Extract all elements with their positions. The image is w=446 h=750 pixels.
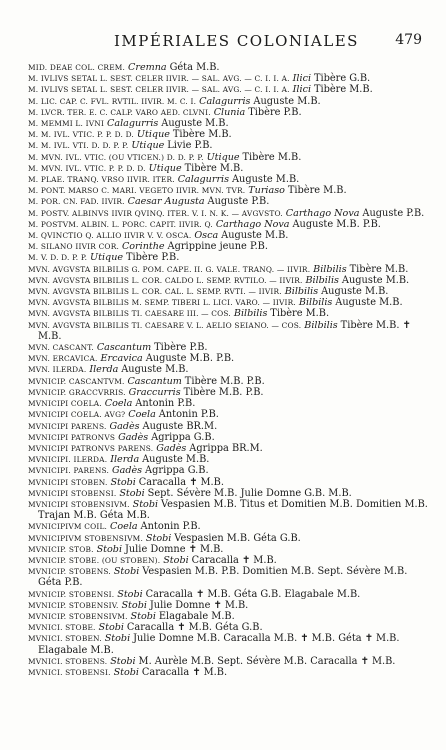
coin-legend-text: MVNICI. STOBEN. bbox=[28, 634, 102, 644]
ruler-and-module: Auguste M.B. bbox=[161, 118, 229, 130]
coin-legend-text: MVNICIPI COELA. AVG? bbox=[28, 410, 126, 420]
coin-legend-text: MID. DEAE COL. CREM. bbox=[28, 63, 126, 72]
legend-entry bbox=[28, 533, 432, 544]
coin-legend-text: MVNICIPI COELA. bbox=[28, 399, 102, 409]
coin-legend-text: M. LVCR. TER. E. C. CALP. VARO AED. CLVNI. bbox=[28, 107, 211, 117]
legend-entry bbox=[28, 275, 432, 286]
coin-legend-text: M. MVN. IVL. VTIC. (OU VTICEN.) D. D. P. P. bbox=[28, 152, 204, 162]
mint-place: Corinthe bbox=[121, 241, 165, 253]
legend-entry bbox=[28, 286, 432, 297]
page-number: 479 bbox=[395, 32, 422, 48]
ruler-and-module: Antonin P.B. bbox=[135, 398, 196, 410]
ruler-and-module: Tibère P.B. bbox=[154, 342, 208, 354]
ruler-and-module: Agrippa G.B. bbox=[145, 465, 209, 477]
coin-legend-text: MVNICIPI PARENS. bbox=[28, 421, 107, 431]
legend-entry bbox=[28, 488, 432, 499]
ruler-and-module: Julie Domne ✝ M.B. bbox=[124, 543, 224, 555]
legend-entry bbox=[28, 667, 432, 678]
legend-entry bbox=[28, 600, 432, 611]
coin-legend-text: MVN. AVGVSTA BILBILIS L. COR. CALDO L. SEMP. RVTILO. — IIVIR. bbox=[28, 275, 303, 285]
legend-entry bbox=[28, 252, 432, 263]
legend-entry bbox=[28, 555, 432, 566]
ruler-and-module: Agrippine jeune P.B. bbox=[167, 241, 268, 253]
ruler-and-module: Vespasien M.B. Titus et Domitien M.B. Domitien M.B. Trajan M.B. Géta M.B. bbox=[38, 498, 428, 522]
coin-legend-text: MVNICIPI. PARENS. bbox=[28, 466, 110, 476]
legend-entry bbox=[28, 84, 432, 95]
ruler-and-module: Tibère M.B. P.B. bbox=[184, 375, 265, 387]
mint-place: Bilbilis bbox=[313, 263, 347, 275]
legend-entry bbox=[28, 129, 432, 140]
coin-legend-text: MVNICIPI STOBENSI. bbox=[28, 488, 117, 498]
legend-entry bbox=[28, 241, 432, 252]
coin-legend-text: MVN. CASCANT. bbox=[28, 343, 94, 353]
mint-place: Gadès bbox=[118, 431, 149, 443]
coin-legend-text: MVN. AVGVSTA BILBILIS TI. CAESARE III. — COS. bbox=[28, 309, 231, 319]
coin-legend-text: M. IVLIVS SETAL L. SEST. CELER IIVIR. — SAL. AVG. — C. I. I. A. bbox=[28, 74, 290, 84]
ruler-and-module: Auguste M.B. bbox=[121, 364, 189, 376]
legend-entry bbox=[28, 196, 432, 207]
ruler-and-module: Auguste P.B. bbox=[362, 207, 425, 219]
coin-legend-text: M. M. IVL. VTIC. P. P. D. D. bbox=[28, 130, 134, 140]
legend-entry bbox=[28, 62, 432, 73]
coin-legend-text: M. POSTVM. ALBIN. L. PORC. CAPIT. IIVIR. Q. bbox=[28, 219, 213, 229]
mint-place: Turiaso bbox=[248, 185, 285, 197]
ruler-and-module: Caracalla ✝ M.B. Géta G.B. bbox=[126, 622, 263, 634]
legend-entry bbox=[28, 499, 432, 521]
ruler-and-module: Elagabale M.B. bbox=[158, 610, 235, 622]
ruler-and-module: Sept. Sévère M.B. Julie Domne G.B. M.B. bbox=[147, 487, 352, 499]
coin-legend-text: M. PONT. MARSO C. MARI. VEGETO IIVIR. MVN. TVR. bbox=[28, 186, 246, 196]
mint-place: Clunia bbox=[213, 106, 246, 118]
ruler-and-module: Antonin P.B. bbox=[140, 521, 201, 533]
ruler-and-module: Tibère P.B. bbox=[248, 106, 302, 118]
legend-entry bbox=[28, 432, 432, 443]
ruler-and-module: Caracalla ✝ M.B. bbox=[141, 666, 228, 678]
mint-place: Ilici bbox=[292, 73, 312, 85]
legend-entry bbox=[28, 477, 432, 488]
mint-place: Utique bbox=[90, 252, 124, 264]
coin-legend-text: M. IVLIVS SETAL L. SEST. CELER IIVIR. — SAL. AVG. — C. I. I. A. bbox=[28, 85, 290, 95]
mint-place: Bilbilis bbox=[284, 286, 319, 298]
mint-place: Stobi bbox=[113, 666, 139, 678]
ruler-and-module: Auguste M.B. bbox=[142, 454, 210, 466]
ruler-and-module: Vespasien M.B. P.B. Domitien M.B. Sept. Sévère M.B. Géta P.B. bbox=[38, 566, 408, 589]
ruler-and-module: Auguste BR.M. bbox=[142, 420, 218, 432]
coin-legend-text: MVNICIP. STOBENSIV. bbox=[28, 600, 119, 610]
coin-legend-text: MVN. ILERDA. bbox=[28, 365, 87, 375]
ruler-and-module: Tibère M.B. bbox=[184, 162, 244, 174]
mint-place: Stobi bbox=[110, 655, 136, 667]
ruler-and-module: Julie Domne ✝ M.B. bbox=[149, 599, 249, 611]
coin-legend-text: MVN. AVGVSTA BILBILIS L. COR. CAL. L. SEMP. RVTI. — IIVIR. bbox=[28, 287, 282, 297]
mint-place: Cascantum bbox=[127, 375, 182, 387]
legend-entry bbox=[28, 454, 432, 465]
legend-entry bbox=[28, 208, 432, 219]
mint-place: Stobi bbox=[132, 498, 159, 510]
coin-legend-text: MVNICI. STOBENS. bbox=[28, 656, 108, 666]
coin-legend-text: MVNICI. STOBENSI. bbox=[28, 667, 111, 677]
ruler-and-module: Agrippa G.B. bbox=[151, 431, 215, 443]
mint-place: Cascantum bbox=[96, 342, 152, 354]
mint-place: Gadès bbox=[156, 442, 187, 454]
mint-place: Utique bbox=[136, 129, 170, 141]
legend-entry bbox=[28, 409, 432, 420]
legend-entry bbox=[28, 656, 432, 667]
legend-entry bbox=[28, 398, 432, 409]
mint-place: Utique bbox=[131, 140, 165, 152]
ruler-and-module: Auguste P.B. bbox=[207, 196, 270, 208]
ruler-and-module: Tibère M.B. bbox=[270, 308, 330, 320]
coin-legend-text: M. M. IVL. VTI. D. D. P. P. bbox=[28, 141, 129, 151]
legend-entry bbox=[28, 387, 432, 398]
mint-place: Stobi bbox=[96, 543, 123, 555]
coin-legend-text: MVNICIPI. ILERDA. bbox=[28, 455, 108, 465]
mint-place: Stobi bbox=[130, 610, 156, 622]
legend-entry bbox=[28, 230, 432, 241]
legend-entry bbox=[28, 73, 432, 84]
legend-entry bbox=[28, 219, 432, 230]
mint-place: Bilbilis bbox=[304, 319, 338, 331]
mint-place: Stobi bbox=[145, 532, 172, 544]
coin-legend-text: M. POR. CN. FAD. IIVIR. bbox=[28, 197, 125, 207]
ruler-and-module: Tibère P.B. bbox=[125, 252, 180, 264]
coin-legend-text: MVN. AVGVSTA BILBILIS G. POM. CAPE. II. G. VALE. TRANQ. — IIVIR. bbox=[28, 264, 311, 274]
page-header bbox=[28, 32, 432, 62]
legend-entry bbox=[28, 633, 432, 655]
legend-entry bbox=[28, 308, 432, 319]
mint-place: Utique bbox=[148, 162, 182, 174]
coin-legend-text: M. V. D. D. P. P. bbox=[28, 253, 88, 263]
coin-legend-text: M. MVN. IVL. VTIC. P. P. D. D. bbox=[28, 163, 146, 173]
coin-legend-text: M. QVINCTIO Q. ALLIO IIVIR V. V. OSCA. bbox=[28, 231, 192, 241]
mint-place: Stobi bbox=[119, 487, 145, 499]
coin-legend-text: MVN. ERCAVICA. bbox=[28, 354, 98, 364]
legend-entry bbox=[28, 297, 432, 308]
ruler-and-module: Tibère M.B. bbox=[172, 129, 232, 141]
ruler-and-module: Tibère M.B. bbox=[349, 263, 409, 275]
mint-place: Coela bbox=[110, 521, 138, 533]
legend-entry bbox=[28, 421, 432, 432]
coin-legend-text: M. MEMMI L. IVNI bbox=[28, 119, 105, 129]
mint-place: Coela bbox=[128, 409, 156, 421]
legend-entry bbox=[28, 264, 432, 275]
legend-entry bbox=[28, 566, 432, 588]
ruler-and-module: Tibère M.B. ✝ M.B. bbox=[38, 319, 411, 342]
ruler-and-module: Tibère M.B. P.B. bbox=[183, 386, 264, 398]
coin-legend-list bbox=[28, 62, 432, 678]
mint-place: Calagurris bbox=[199, 95, 251, 107]
mint-place: Ilici bbox=[292, 84, 312, 96]
ruler-and-module: Auguste M.B. bbox=[335, 297, 403, 309]
mint-place: Stobi bbox=[163, 554, 189, 566]
legend-entry bbox=[28, 544, 432, 555]
ruler-and-module: Agrippa BR.M. bbox=[189, 442, 263, 454]
ruler-and-module: Auguste M.B. bbox=[341, 274, 410, 286]
mint-place: Stobi bbox=[104, 633, 131, 645]
legend-entry bbox=[28, 174, 432, 185]
mint-place: Stobi bbox=[98, 622, 124, 634]
mint-place: Stobi bbox=[113, 566, 140, 578]
mint-place: Ercavica bbox=[100, 353, 143, 365]
ruler-and-module: Géta M.B. bbox=[169, 62, 220, 73]
legend-entry bbox=[28, 611, 432, 622]
coin-legend-text: M. POSTV. ALBINVS IIVIR QVINQ. ITER. V. I. N. K. — AVGVSTO. bbox=[28, 208, 283, 218]
mint-place: Stobi bbox=[110, 476, 136, 488]
ruler-and-module: Auguste M.B. P.B. bbox=[145, 353, 235, 365]
ruler-and-module: Tibère M.B. bbox=[242, 151, 302, 163]
ruler-and-module: Tibère G.B. bbox=[313, 73, 371, 85]
coin-legend-text: MVNICIP. STOBENS. bbox=[28, 567, 111, 577]
legend-entry bbox=[28, 376, 432, 387]
coin-legend-text: MVNICIP. GRACCVRRIS. bbox=[28, 387, 126, 397]
ruler-and-module: Vespasien M.B. Géta G.B. bbox=[174, 532, 301, 544]
mint-place: Bilbilis bbox=[233, 308, 268, 320]
mint-place: Gadès bbox=[111, 465, 143, 477]
coin-legend-text: MVNICIPIVM STOBENSIVM. bbox=[28, 533, 143, 543]
coin-legend-text: M. SILANO IIVIR COR. bbox=[28, 242, 120, 252]
mint-place: Carthago Nova bbox=[285, 207, 360, 219]
ruler-and-module: Auguste M.B. bbox=[231, 174, 300, 186]
coin-legend-text: MVNICI. STOBE. bbox=[28, 623, 96, 633]
mint-place: Bilbilis bbox=[298, 297, 333, 309]
legend-entry bbox=[28, 353, 432, 364]
mint-place: Ilerda bbox=[110, 454, 140, 466]
legend-entry bbox=[28, 443, 432, 454]
mint-place: Caesar Augusta bbox=[127, 196, 205, 208]
coin-legend-text: MVNICIPI PATRONVS PARENS. bbox=[28, 443, 154, 453]
legend-entry bbox=[28, 589, 432, 600]
ruler-and-module: Auguste M.B. bbox=[253, 95, 321, 107]
ruler-and-module: Auguste M.B. P.B. bbox=[292, 218, 381, 230]
coin-legend-text: MVN. AVGVSTA BILBILIS TI. CAESARE V. L. AELIO SEIANO. — COS. bbox=[28, 320, 302, 330]
mint-place: Osca bbox=[194, 230, 219, 242]
legend-entry bbox=[28, 185, 432, 196]
ruler-and-module: Antonin P.B. bbox=[158, 409, 219, 421]
coin-legend-text: MVNICIPI STOBEN. bbox=[28, 477, 108, 487]
coin-legend-text: MVNICIPI STOBENSIVM. bbox=[28, 499, 130, 509]
ruler-and-module: Caracalla ✝ M.B. bbox=[191, 554, 277, 566]
legend-entry bbox=[28, 163, 432, 174]
legend-entry bbox=[28, 152, 432, 163]
coin-legend-text: MVNICIP. STOBENSI. bbox=[28, 589, 115, 599]
legend-entry bbox=[28, 140, 432, 151]
ruler-and-module: Caracalla ✝ M.B. bbox=[138, 476, 224, 488]
legend-entry bbox=[28, 465, 432, 476]
coin-legend-text: MVNICIPIVM COIL. bbox=[28, 522, 108, 532]
mint-place: Gadès bbox=[109, 420, 140, 432]
ruler-and-module: Julie Domne M.B. Caracalla M.B. ✝ M.B. Géta ✝ M.B. Elagabale M.B. bbox=[38, 633, 400, 656]
coin-legend-text: MVNICIP. CASCANTVM. bbox=[28, 376, 125, 386]
mint-place: Cremna bbox=[128, 62, 167, 73]
legend-entry bbox=[28, 118, 432, 129]
ruler-and-module: Tibère M.B. bbox=[287, 185, 347, 197]
mint-place: Utique bbox=[206, 151, 240, 163]
ruler-and-module: M. Aurèle M.B. Sept. Sévère M.B. Caracalla ✝ M.B. bbox=[138, 655, 396, 667]
ruler-and-module: Livie P.B. bbox=[167, 140, 213, 152]
mint-place: Ilerda bbox=[89, 364, 119, 376]
coin-legend-text: MVNICIP. STOBENSIVM. bbox=[28, 611, 128, 621]
coin-legend-text: MVNICIP. STOB. bbox=[28, 544, 94, 554]
ruler-and-module: Auguste M.B. bbox=[221, 230, 289, 242]
coin-legend-text: M. PLAE. TRANQ. VRSO IIVIR. ITER. bbox=[28, 175, 175, 185]
legend-entry bbox=[28, 107, 432, 118]
ruler-and-module: Tibère M.B. bbox=[313, 84, 373, 96]
legend-entry bbox=[28, 364, 432, 375]
ruler-and-module: Caracalla ✝ M.B. Géta G.B. Elagabale M.B. bbox=[145, 588, 361, 600]
mint-place: Bilbilis bbox=[305, 274, 339, 286]
legend-entry bbox=[28, 96, 432, 107]
legend-entry bbox=[28, 342, 432, 353]
mint-place: Calagurris bbox=[177, 174, 230, 186]
legend-entry bbox=[28, 622, 432, 633]
mint-place: Carthago Nova bbox=[215, 218, 290, 230]
legend-entry bbox=[28, 521, 432, 532]
coin-legend-text: M. LIC. CAP. C. FVL. RVTIL. IIVIR. M. C. I. bbox=[28, 96, 197, 106]
mint-place: Graccurris bbox=[128, 386, 181, 398]
coin-legend-text: MVN. AVGVSTA BILBILIS M. SEMP. TIBERI L. LICI. VARO. — IIVIR. bbox=[28, 298, 296, 308]
coin-legend-text: MVNICIPI PATRONVS bbox=[28, 432, 116, 442]
coin-legend-text: MVNICIP. STOBE. (OU STOBEN). bbox=[28, 555, 161, 565]
mint-place: Stobi bbox=[117, 588, 143, 600]
mint-place: Stobi bbox=[121, 599, 147, 611]
legend-entry bbox=[28, 320, 432, 342]
mint-place: Calagurris bbox=[107, 118, 159, 130]
ruler-and-module: Auguste M.B. bbox=[321, 286, 389, 298]
running-title: IMPÉRIALES COLONIALES bbox=[114, 32, 359, 50]
mint-place: Coela bbox=[104, 398, 133, 410]
